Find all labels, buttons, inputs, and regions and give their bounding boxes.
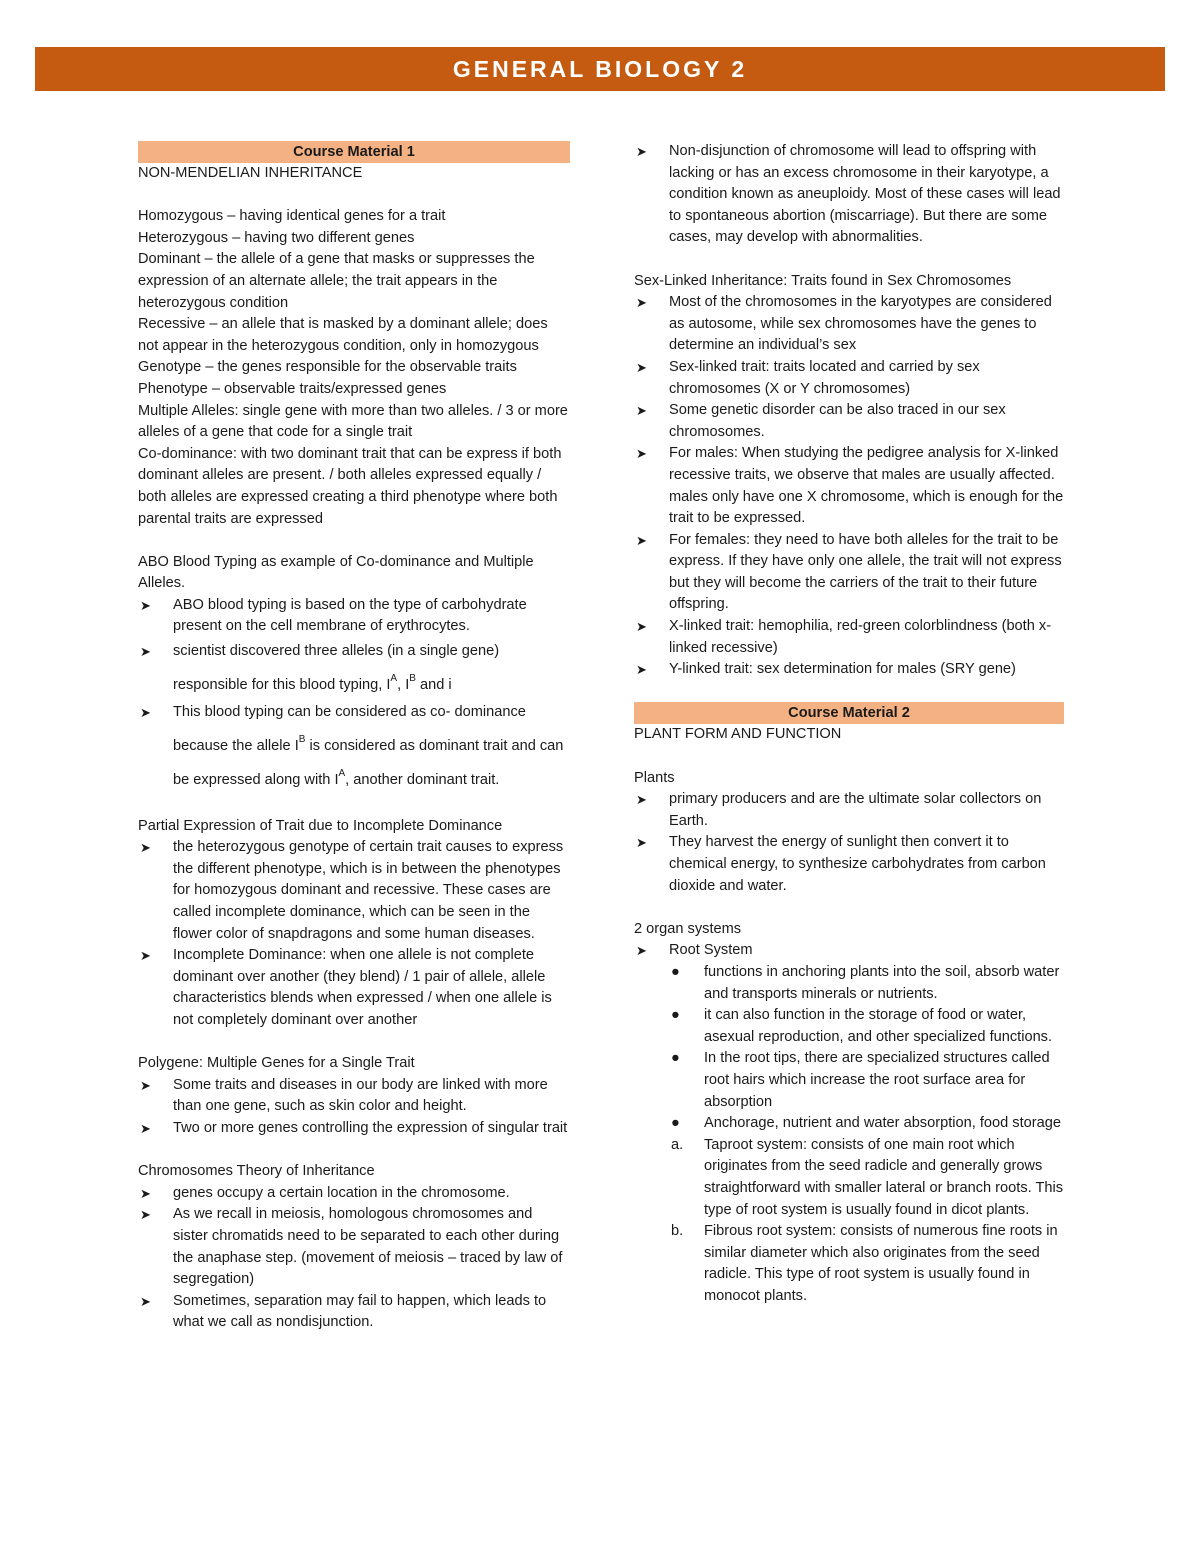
list-item: ➤ primary producers and are the ultimate solar collectors on Earth.: [636, 791, 1042, 829]
arrow-bullet-icon: ➤: [636, 144, 647, 159]
arrow-bullet-icon: ➤: [636, 532, 647, 548]
incomplete-dominance-list: [138, 837, 570, 1031]
section-title: Sex-Linked Inheritance: Traits found in Sex Chromosomes: [634, 272, 1012, 289]
section-subtitle: PLANT FORM AND FUNCTION: [634, 726, 842, 743]
list-item: ● it can also function in the storage of food or water, asexual reproduction, and other specialized functions.: [671, 1007, 1053, 1045]
course-material-1-heading: Course Material 1: [138, 141, 570, 163]
polygene-list: [138, 1075, 570, 1140]
arrow-bullet-icon: ➤: [140, 1185, 151, 1201]
list-item: ● Anchorage, nutrient and water absorption, food storage: [669, 1113, 1064, 1135]
arrow-bullet-icon: ➤: [636, 359, 647, 375]
definition: Heterozygous – having two different genes: [138, 229, 415, 246]
arrow-bullet-icon: ➤: [636, 662, 647, 678]
list-item: ➤ Most of the chromosomes in the karyotypes are considered as autosome, while sex chromosomes have the genes to determine an individual’s sex: [636, 294, 1052, 354]
arrow-bullet-icon: ➤: [140, 597, 151, 613]
list-item: ➤ They harvest the energy of sunlight then convert it to chemical energy, to synthesize carbohydrates from carbon dioxide and water.: [636, 834, 1046, 894]
list-item: ➤ Some genetic disorder can be also traced in our sex chromosomes.: [636, 402, 1006, 440]
dot-bullet-icon: ●: [671, 1007, 680, 1024]
arrow-bullet-icon: ➤: [636, 835, 647, 851]
arrow-bullet-icon: ➤: [140, 1207, 151, 1223]
plants-list: [634, 789, 1064, 897]
definition: Co-dominance: with two dominant trait that can be express if both dominant alleles are present. / both alleles expressed equally / both alleles are expressed creating a third phenotype where both parental traits are expressed: [138, 445, 562, 527]
arrow-bullet-icon: ➤: [636, 446, 647, 462]
list-item: ➤ Sex-linked trait: traits located and carried by sex chromosomes (X or Y chromosomes): [636, 358, 980, 397]
list-item: ➤ Y-linked trait: sex determination for males (SRY gene): [634, 659, 1064, 681]
right-column: [634, 141, 1064, 1307]
list-item: a. Taproot system: consists of one main root which originates from the seed radicle and generally grows straightforward with smaller lateral or branch roots. This type of root system is usually found in dicot plants.: [671, 1136, 1064, 1218]
list-letter: b.: [671, 1223, 684, 1240]
arrow-bullet-icon: ➤: [636, 943, 647, 959]
section-title: Polygene: Multiple Genes for a Single Trait: [138, 1055, 415, 1072]
section-title: ABO Blood Typing as example of Co-dominance and Multiple Alleles.: [138, 553, 534, 592]
section-title: Partial Expression of Trait due to Incomplete Dominance: [138, 817, 503, 834]
dot-bullet-icon: ●: [671, 963, 680, 980]
list-item: ➤ This blood typing can be considered as co- dominance because the allele $I^B$ is considered as dominant trait and can be expressed along with $I^A$, another dominant trait.: [138, 699, 570, 794]
arrow-bullet-icon: ➤: [140, 840, 151, 856]
arrow-bullet-icon: ➤: [636, 792, 647, 808]
list-item: ➤ Root System ● functions in anchoring plants into the soil, absorb water and transports minerals or nutrients. ● it can also function in the storage of food or water, asexual reproduction, and other specialized functions. ● In the root tips, there are specialized structures called root hairs which increase the root surface area for absorption ● Anchorage, nutrient and water absorption, food storage a. Taproot system: consists of one main root which originates from the seed radicle and generally grows straightforward with smaller lateral or branch roots. This type of root system is usually found in dicot plants. b. Fibrous root system: consists of numerous fine roots in similar diameter which also originates from the seed radicle. This type of root system is usually found in monocot plants.: [634, 940, 1064, 1307]
arrow-bullet-icon: ➤: [636, 295, 647, 311]
arrow-bullet-icon: ➤: [140, 705, 151, 721]
dot-bullet-icon: ●: [671, 1115, 680, 1132]
list-item: ● functions in anchoring plants into the soil, absorb water and transports minerals or nutrients.: [671, 963, 1060, 1002]
section-subtitle: NON-MENDELIAN INHERITANCE: [138, 165, 363, 181]
list-item: ➤ Two or more genes controlling the expression of singular trait: [138, 1118, 570, 1140]
course-material-2-heading: Course Material 2: [634, 702, 1064, 724]
list-item: ➤ As we recall in meiosis, homologous chromosomes and sister chromatids need to be separated to each other during the anaphase step. (movement of meiosis – traced by law of segregation): [140, 1206, 563, 1288]
root-system-details: [669, 962, 1064, 1308]
arrow-bullet-icon: ➤: [140, 948, 151, 964]
list-item: ➤ genes occupy a certain location in the chromosome.: [138, 1183, 570, 1205]
sex-linked-list: [634, 292, 1064, 681]
arrow-bullet-icon: ➤: [140, 644, 151, 660]
definition: Recessive – an allele that is masked by a dominant allele; does not appear in the heterozygous condition, only in homozygous: [138, 316, 548, 354]
arrow-bullet-icon: ➤: [636, 403, 647, 419]
list-item: ➤ the heterozygous genotype of certain trait causes to express the different phenotype, which is in between the phenotypes for homozygous dominant and recessive. These cases are called incomplete dominance, which can be seen in the flower color of snapdragons and some human diseases.: [140, 839, 564, 942]
list-item: ➤ For males: When studying the pedigree analysis for X-linked recessive traits, we observe that males are usually affected. males only have one X chromosome, which is enough for the trait to be expressed.: [636, 445, 1064, 527]
section-title: Chromosomes Theory of Inheritance: [138, 1163, 375, 1180]
list-letter: a.: [671, 1136, 684, 1153]
list-item: ➤ Some traits and diseases in our body are linked with more than one gene, such as skin color and height.: [140, 1076, 548, 1115]
definition: Homozygous – having identical genes for a trait: [138, 208, 446, 225]
list-item: ➤ ABO blood typing is based on the type of carbohydrate present on the cell membrane of erythrocytes.: [140, 596, 527, 635]
list-item: ➤ scientist discovered three alleles (in a single gene) responsible for this blood typing, $I^A$, $I^B$ and i: [138, 638, 570, 699]
document-banner: [35, 47, 1165, 91]
definition: Phenotype – observable traits/expressed genes: [138, 380, 447, 397]
abo-list: [138, 595, 570, 794]
arrow-bullet-icon: ➤: [140, 1077, 151, 1093]
section-title: 2 organ systems: [634, 920, 742, 937]
dot-bullet-icon: ●: [671, 1050, 680, 1067]
section-title: Plants: [634, 769, 675, 786]
list-item: ➤ X-linked trait: hemophilia, red-green colorblindness (both x-linked recessive): [636, 618, 1052, 656]
left-column: [138, 141, 570, 1334]
arrow-bullet-icon: ➤: [140, 1293, 151, 1309]
definition: Genotype – the genes responsible for the observable traits: [138, 359, 517, 376]
list-item: ➤ Sometimes, separation may fail to happen, which leads to what we call as nondisjunction.: [140, 1292, 547, 1331]
chromosome-theory-list: [138, 1183, 570, 1334]
list-item: ● In the root tips, there are specialized structures called root hairs which increase the root surface area for absorption: [671, 1050, 1050, 1110]
organ-systems-list: [634, 940, 1064, 1307]
definition: Dominant – the allele of a gene that masks or suppresses the expression of an alternate allele; the trait appears in the heterozygous condition: [138, 251, 535, 311]
list-item: ➤ Incomplete Dominance: when one allele is not complete dominant over another (they blend) / 1 pair of allele, allele characteristics blends when expressed / when one allele is not completely dominant over another: [140, 947, 552, 1028]
nondisjunction-list: [634, 141, 1064, 249]
arrow-bullet-icon: ➤: [140, 1120, 151, 1136]
document-title: GENERAL BIOLOGY 2: [452, 55, 748, 82]
list-item: b. Fibrous root system: consists of numerous fine roots in similar diameter which also originates from the seed radicle. This type of root system is usually found in monocot plants.: [671, 1223, 1058, 1304]
list-item: ➤ For females: they need to have both alleles for the trait to be express. If they have only one allele, the trait will not express but they will become the carriers of the trait to their future offspring.: [636, 531, 1062, 613]
list-item: ➤ Non-disjunction of chromosome will lead to offspring with lacking or has an excess chromosome in their karyotype, a condition known as aneuploidy. Most of these cases will lead to spontaneous abortion (miscarriage). But there are some cases, may develop with abnormalities.: [636, 143, 1061, 246]
arrow-bullet-icon: ➤: [636, 619, 647, 635]
definition: Multiple Alleles: single gene with more than two alleles. / 3 or more alleles of a gene that code for a single trait: [138, 402, 568, 441]
